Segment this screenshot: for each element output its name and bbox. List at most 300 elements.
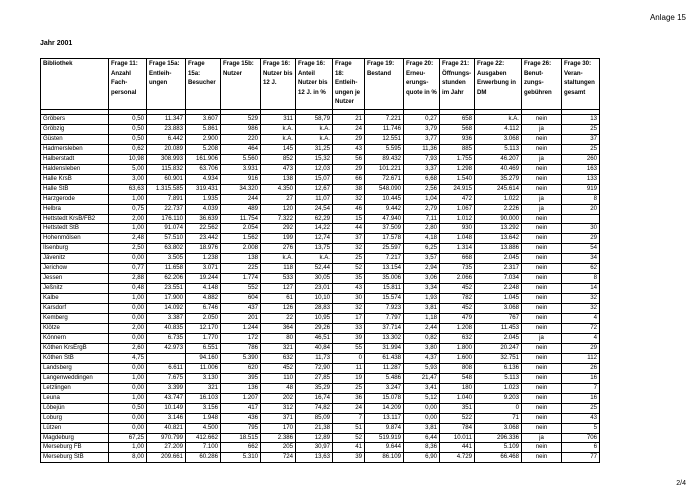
table-cell: 519.919 bbox=[365, 433, 404, 443]
table-cell: 7,93 bbox=[404, 154, 440, 164]
table-cell: 3.068 bbox=[475, 423, 522, 433]
table-row bbox=[41, 304, 600, 314]
table-cell: 1,00 bbox=[109, 194, 147, 204]
table-cell: 29 bbox=[562, 234, 600, 244]
table-cell: nein bbox=[522, 224, 562, 234]
table-cell: 8,36 bbox=[404, 443, 440, 453]
table-cell: 11,07 bbox=[296, 194, 333, 204]
library-name-cell: Jessen bbox=[41, 274, 109, 284]
table-cell: 658 bbox=[440, 115, 475, 125]
table-cell: 3.071 bbox=[186, 264, 221, 274]
table-cell: 54 bbox=[562, 244, 600, 254]
table-cell: 11.347 bbox=[147, 115, 186, 125]
table-cell: 668 bbox=[440, 254, 475, 264]
table-cell: 32.751 bbox=[475, 353, 522, 363]
page-number: 2/4 bbox=[676, 480, 686, 487]
library-name-cell: Löbejün bbox=[41, 403, 109, 413]
library-name-cell: Köthen StB bbox=[41, 353, 109, 363]
table-cell: 32 bbox=[333, 244, 365, 254]
table-cell: 35 bbox=[333, 274, 365, 284]
table-cell: 568 bbox=[440, 124, 475, 134]
table-cell: 11,36 bbox=[404, 144, 440, 154]
table-cell: 120 bbox=[261, 204, 296, 214]
table-cell: 4.882 bbox=[186, 294, 221, 304]
table-cell: k.A. bbox=[475, 115, 522, 125]
table-cell: 724 bbox=[261, 453, 296, 463]
table-cell: 1,93 bbox=[404, 294, 440, 304]
table-cell: 1.774 bbox=[221, 274, 261, 284]
table-cell: 4.500 bbox=[186, 423, 221, 433]
table-cell: nein bbox=[522, 373, 562, 383]
table-cell: 3,34 bbox=[404, 284, 440, 294]
table-cell: 118 bbox=[261, 264, 296, 274]
table-cell: 1,00 bbox=[109, 294, 147, 304]
library-name-cell: Hettstedt StB bbox=[41, 224, 109, 234]
table-cell: 3.931 bbox=[221, 164, 261, 174]
table-cell: 91.074 bbox=[147, 224, 186, 234]
table-cell: 3.505 bbox=[147, 254, 186, 264]
table-cell: 14,22 bbox=[296, 224, 333, 234]
table-row bbox=[41, 453, 600, 463]
table-cell: 4.039 bbox=[186, 204, 221, 214]
table-cell: 2,79 bbox=[404, 204, 440, 214]
table-row bbox=[41, 164, 600, 174]
table-cell: 319.431 bbox=[186, 184, 221, 194]
table-cell: nein bbox=[522, 403, 562, 413]
table-cell: 36 bbox=[333, 393, 365, 403]
table-cell: 12,03 bbox=[296, 164, 333, 174]
table-cell: 77 bbox=[562, 453, 600, 463]
table-cell: 395 bbox=[221, 373, 261, 383]
table-cell: 17.578 bbox=[365, 234, 404, 244]
table-cell: 1.067 bbox=[440, 204, 475, 214]
table-cell: 10,10 bbox=[296, 294, 333, 304]
column-header: Frage 20: Erneu-erungs-quote in % bbox=[404, 59, 440, 110]
table-cell: nein bbox=[522, 423, 562, 433]
table-cell: 40.821 bbox=[147, 423, 186, 433]
table-cell: 0,50 bbox=[109, 134, 147, 144]
table-cell: 72.671 bbox=[365, 174, 404, 184]
table-cell: 548.090 bbox=[365, 184, 404, 194]
table-cell: 292 bbox=[261, 224, 296, 234]
table-cell: 90.000 bbox=[475, 214, 522, 224]
column-header: Frage 11: Anzahl Fach-personal bbox=[109, 59, 147, 110]
table-cell: 1.770 bbox=[186, 333, 221, 343]
table-cell: 3,81 bbox=[404, 304, 440, 314]
table-cell: 7.891 bbox=[147, 194, 186, 204]
table-cell: 85,09 bbox=[296, 413, 333, 423]
table-cell: 24 bbox=[333, 403, 365, 413]
table-row bbox=[41, 184, 600, 194]
table-cell: nein bbox=[522, 413, 562, 423]
table-cell: 12.170 bbox=[186, 324, 221, 334]
table-cell: 33 bbox=[333, 324, 365, 334]
table-row bbox=[41, 413, 600, 423]
column-header: Frage 19: Bestand bbox=[365, 59, 404, 110]
table-cell: nein bbox=[522, 115, 562, 125]
table-cell: 296.336 bbox=[475, 433, 522, 443]
table-row bbox=[41, 274, 600, 284]
table-cell: 1,00 bbox=[109, 443, 147, 453]
table-cell: 14 bbox=[562, 284, 600, 294]
table-cell: 225 bbox=[221, 264, 261, 274]
table-cell: 63.706 bbox=[186, 164, 221, 174]
table-cell: 5.486 bbox=[365, 373, 404, 383]
table-cell: 21,38 bbox=[296, 423, 333, 433]
table-cell: 51 bbox=[333, 423, 365, 433]
table-cell: 67,25 bbox=[109, 433, 147, 443]
library-name-cell: Leuna bbox=[41, 393, 109, 403]
table-cell: 7.923 bbox=[365, 304, 404, 314]
table-cell: 472 bbox=[440, 194, 475, 204]
table-cell: nein bbox=[522, 383, 562, 393]
table-cell: 436 bbox=[221, 413, 261, 423]
table-cell: 11,73 bbox=[296, 353, 333, 363]
table-cell: 7.217 bbox=[365, 254, 404, 264]
table-cell: nein bbox=[522, 214, 562, 224]
table-cell: ja bbox=[522, 194, 562, 204]
table-cell: 4.112 bbox=[475, 124, 522, 134]
table-cell: 311 bbox=[261, 115, 296, 125]
library-name-cell: Karsdorf bbox=[41, 304, 109, 314]
table-cell: 10.445 bbox=[365, 194, 404, 204]
table-cell: 3.068 bbox=[475, 134, 522, 144]
table-cell: nein bbox=[522, 254, 562, 264]
table-cell: 13,63 bbox=[296, 453, 333, 463]
library-name-cell: Gröbzig bbox=[41, 124, 109, 134]
table-cell: 852 bbox=[261, 154, 296, 164]
table-cell: 52,44 bbox=[296, 264, 333, 274]
table-cell: 112 bbox=[562, 353, 600, 363]
table-cell: 919 bbox=[562, 184, 600, 194]
table-cell: 62,29 bbox=[296, 214, 333, 224]
table-row bbox=[41, 393, 600, 403]
table-cell: 13.292 bbox=[475, 224, 522, 234]
table-cell: 1.207 bbox=[221, 393, 261, 403]
table-cell: k.A. bbox=[296, 134, 333, 144]
table-cell: k.A. bbox=[261, 124, 296, 134]
table-cell: 13.154 bbox=[365, 264, 404, 274]
table-cell: 60.901 bbox=[147, 174, 186, 184]
table-cell: 24,54 bbox=[296, 204, 333, 214]
table-cell: 308.993 bbox=[147, 154, 186, 164]
table-cell: 25 bbox=[333, 254, 365, 264]
table-cell: 6,44 bbox=[404, 433, 440, 443]
table-cell: 60.286 bbox=[186, 453, 221, 463]
table-cell: 199 bbox=[261, 234, 296, 244]
table-cell: 17.900 bbox=[147, 294, 186, 304]
table-cell: 41 bbox=[333, 443, 365, 453]
table-cell bbox=[562, 214, 600, 224]
library-name-cell: Langenweddingen bbox=[41, 373, 109, 383]
table-cell: 7.675 bbox=[147, 373, 186, 383]
table-row bbox=[41, 244, 600, 254]
table-row bbox=[41, 443, 600, 453]
table-cell: 3,77 bbox=[404, 134, 440, 144]
table-cell: 0,27 bbox=[404, 115, 440, 125]
table-cell: 620 bbox=[221, 363, 261, 373]
column-header: Frage 21: Öffnungs-stunden im Jahr bbox=[440, 59, 475, 110]
table-cell: 15,07 bbox=[296, 174, 333, 184]
table-cell: 202 bbox=[261, 393, 296, 403]
library-name-cell: Hohenmölsen bbox=[41, 234, 109, 244]
table-cell: 52 bbox=[333, 264, 365, 274]
table-row bbox=[41, 314, 600, 324]
table-cell: 38 bbox=[333, 184, 365, 194]
table-row bbox=[41, 254, 600, 264]
table-cell: 1.298 bbox=[440, 164, 475, 174]
table-cell: 35.006 bbox=[365, 274, 404, 284]
table-cell: 5.208 bbox=[186, 144, 221, 154]
table-cell: 2,00 bbox=[109, 324, 147, 334]
table-cell: ja bbox=[522, 204, 562, 214]
table-cell: 5.560 bbox=[221, 154, 261, 164]
table-cell: 4,37 bbox=[404, 353, 440, 363]
table-cell: 1.755 bbox=[440, 154, 475, 164]
library-name-cell: Merseburg FB bbox=[41, 443, 109, 453]
table-cell: 8 bbox=[562, 194, 600, 204]
table-cell: 24 bbox=[333, 124, 365, 134]
table-cell: 6.746 bbox=[186, 304, 221, 314]
table-cell: 11.006 bbox=[186, 363, 221, 373]
table-cell: 782 bbox=[440, 294, 475, 304]
table-cell: 6.551 bbox=[186, 343, 221, 353]
column-header: Bibliothek bbox=[41, 59, 109, 110]
table-cell: 7.221 bbox=[365, 115, 404, 125]
column-header: Frage 15a: Besucher bbox=[186, 59, 221, 110]
table-cell: 5,93 bbox=[404, 363, 440, 373]
table-cell: 133 bbox=[562, 174, 600, 184]
table-cell: 22.562 bbox=[186, 224, 221, 234]
table-cell: 10.011 bbox=[440, 433, 475, 443]
table-cell: 5.310 bbox=[221, 453, 261, 463]
table-cell: 43 bbox=[562, 413, 600, 423]
table-cell: 3,57 bbox=[404, 254, 440, 264]
table-cell: 7.100 bbox=[186, 443, 221, 453]
table-cell: 12,67 bbox=[296, 184, 333, 194]
table-cell: 29,26 bbox=[296, 324, 333, 334]
table-cell: 4,75 bbox=[109, 353, 147, 363]
table-cell: 784 bbox=[440, 423, 475, 433]
table-cell: 1,18 bbox=[404, 314, 440, 324]
table-cell: 8 bbox=[562, 274, 600, 284]
table-cell: 885 bbox=[440, 144, 475, 154]
table-cell: 6,25 bbox=[404, 244, 440, 254]
table-cell: 18.515 bbox=[221, 433, 261, 443]
table-cell: 808 bbox=[440, 363, 475, 373]
table-cell: 2.008 bbox=[221, 244, 261, 254]
table-cell: 2,60 bbox=[109, 343, 147, 353]
library-statistics-table bbox=[40, 58, 600, 463]
table-cell: 5,12 bbox=[404, 393, 440, 403]
table-cell: 7.034 bbox=[475, 274, 522, 284]
table-cell: 321 bbox=[186, 383, 221, 393]
table-cell: 127 bbox=[261, 284, 296, 294]
table-cell: 205 bbox=[261, 443, 296, 453]
table-cell: 13.642 bbox=[475, 234, 522, 244]
table-cell: 86.109 bbox=[365, 453, 404, 463]
table-cell: 12.551 bbox=[365, 134, 404, 144]
table-cell: 3,06 bbox=[404, 274, 440, 284]
table-cell: 1.935 bbox=[186, 194, 221, 204]
column-header: Frage 18: Entleih-ungen je Nutzer bbox=[333, 59, 365, 110]
table-cell: 3.247 bbox=[365, 383, 404, 393]
table-row bbox=[41, 115, 600, 125]
table-cell: 23.442 bbox=[186, 234, 221, 244]
table-cell: 25 bbox=[562, 144, 600, 154]
table-cell: 94.160 bbox=[186, 353, 221, 363]
table-cell: 30,97 bbox=[296, 443, 333, 453]
table-cell: 16,74 bbox=[296, 393, 333, 403]
table-cell: 16.103 bbox=[186, 393, 221, 403]
table-cell: 4.350 bbox=[261, 184, 296, 194]
table-cell: 25 bbox=[562, 403, 600, 413]
table-cell: 3.068 bbox=[475, 304, 522, 314]
table-cell: ja bbox=[522, 154, 562, 164]
library-name-cell: Hettstedt KrsB/FB2 bbox=[41, 214, 109, 224]
table-cell: 2.317 bbox=[475, 264, 522, 274]
table-cell: 11.746 bbox=[365, 124, 404, 134]
table-cell: 66 bbox=[333, 174, 365, 184]
table-cell: 23.883 bbox=[147, 124, 186, 134]
table-row bbox=[41, 124, 600, 134]
table-cell: nein bbox=[522, 274, 562, 284]
table-cell: 1.562 bbox=[221, 234, 261, 244]
table-cell: 452 bbox=[261, 363, 296, 373]
table-cell: 0,00 bbox=[109, 254, 147, 264]
library-name-cell: Güsten bbox=[41, 134, 109, 144]
column-header: Frage 30: Veran-staltungen gesamt bbox=[562, 59, 600, 110]
table-cell: 312 bbox=[261, 403, 296, 413]
table-cell: 13.886 bbox=[475, 244, 522, 254]
library-name-cell: Halberstadt bbox=[41, 154, 109, 164]
table-cell: nein bbox=[522, 343, 562, 353]
table-cell: 2,48 bbox=[109, 234, 147, 244]
table-cell: nein bbox=[522, 144, 562, 154]
library-name-cell: Harzgerode bbox=[41, 194, 109, 204]
library-name-cell: Helbra bbox=[41, 204, 109, 214]
table-cell: 29 bbox=[333, 164, 365, 174]
table-cell: 5,00 bbox=[109, 164, 147, 174]
table-cell: 2.900 bbox=[186, 134, 221, 144]
column-header: Frage 16: Anteil Nutzer bis 12 J. in % bbox=[296, 59, 333, 110]
table-cell: 464 bbox=[221, 144, 261, 154]
table-cell: 13,75 bbox=[296, 244, 333, 254]
library-name-cell: Haldensleben bbox=[41, 164, 109, 174]
table-row bbox=[41, 343, 600, 353]
table-cell: 80 bbox=[261, 333, 296, 343]
table-cell: 10,95 bbox=[296, 314, 333, 324]
table-cell: 5.113 bbox=[475, 144, 522, 154]
table-cell: nein bbox=[522, 184, 562, 194]
table-cell: 3,79 bbox=[404, 124, 440, 134]
table-cell: 479 bbox=[440, 314, 475, 324]
table-cell: 0,00 bbox=[109, 314, 147, 324]
table-cell: k.A. bbox=[296, 254, 333, 264]
table-cell: 11.287 bbox=[365, 363, 404, 373]
table-cell: 26 bbox=[562, 363, 600, 373]
table-cell: 0,77 bbox=[109, 264, 147, 274]
table-cell: 25 bbox=[562, 124, 600, 134]
table-cell: 22.737 bbox=[147, 204, 186, 214]
table-cell: 5.390 bbox=[221, 353, 261, 363]
table-cell: 15.078 bbox=[365, 393, 404, 403]
table-cell: 126 bbox=[261, 304, 296, 314]
table-cell: 0 bbox=[475, 403, 522, 413]
table-cell: 0,00 bbox=[109, 363, 147, 373]
table-cell: nein bbox=[522, 453, 562, 463]
table-row bbox=[41, 264, 600, 274]
table-cell: 11.453 bbox=[475, 324, 522, 334]
table-cell: 30 bbox=[333, 294, 365, 304]
table-cell: ja bbox=[522, 333, 562, 343]
table-cell: 0,00 bbox=[109, 304, 147, 314]
table-cell: 20.247 bbox=[475, 343, 522, 353]
table-cell: 245.614 bbox=[475, 184, 522, 194]
table-cell: 529 bbox=[221, 115, 261, 125]
table-cell: 66.468 bbox=[475, 453, 522, 463]
table-cell: 22 bbox=[261, 314, 296, 324]
table-cell: 57.510 bbox=[147, 234, 186, 244]
table-cell: 37 bbox=[562, 134, 600, 144]
table-cell: 7 bbox=[333, 413, 365, 423]
table-cell: 1,04 bbox=[404, 194, 440, 204]
table-row bbox=[41, 234, 600, 244]
table-cell: 32 bbox=[333, 194, 365, 204]
table-cell: 2,44 bbox=[404, 324, 440, 334]
table-cell: 6.611 bbox=[147, 363, 186, 373]
table-cell: 632 bbox=[440, 333, 475, 343]
table-cell: 9.644 bbox=[365, 443, 404, 453]
table-cell: 0,00 bbox=[109, 423, 147, 433]
table-cell: 115.832 bbox=[147, 164, 186, 174]
table-cell: 39 bbox=[333, 453, 365, 463]
table-cell: 8,00 bbox=[109, 453, 147, 463]
table-cell: 180 bbox=[440, 383, 475, 393]
table-cell: 0,50 bbox=[109, 115, 147, 125]
table-cell: 40.469 bbox=[475, 164, 522, 174]
table-cell: 3,00 bbox=[109, 174, 147, 184]
library-name-cell: Jeßnitz bbox=[41, 284, 109, 294]
table-cell: 74,82 bbox=[296, 403, 333, 413]
table-cell: 47.940 bbox=[365, 214, 404, 224]
table-cell: 56 bbox=[333, 154, 365, 164]
table-cell: 3.146 bbox=[147, 413, 186, 423]
table-header-row bbox=[41, 59, 600, 110]
table-cell: 36.639 bbox=[186, 214, 221, 224]
table-cell: 44 bbox=[333, 224, 365, 234]
table-cell: nein bbox=[522, 234, 562, 244]
table-cell: 244 bbox=[221, 194, 261, 204]
table-cell: 7.322 bbox=[261, 214, 296, 224]
table-cell: 364 bbox=[261, 324, 296, 334]
table-cell: k.A. bbox=[261, 254, 296, 264]
table-cell: 62 bbox=[562, 264, 600, 274]
table-cell bbox=[147, 353, 186, 363]
table-row bbox=[41, 383, 600, 393]
table-cell: 61 bbox=[261, 294, 296, 304]
table-cell: 163 bbox=[562, 164, 600, 174]
table-row bbox=[41, 204, 600, 214]
table-cell: 3.130 bbox=[186, 373, 221, 383]
table-cell: 46,51 bbox=[296, 333, 333, 343]
table-cell: 27.209 bbox=[147, 443, 186, 453]
table-cell: 2.386 bbox=[261, 433, 296, 443]
table-cell: 916 bbox=[221, 174, 261, 184]
table-cell: 34.320 bbox=[221, 184, 261, 194]
table-cell: nein bbox=[522, 324, 562, 334]
table-cell: 136 bbox=[221, 383, 261, 393]
